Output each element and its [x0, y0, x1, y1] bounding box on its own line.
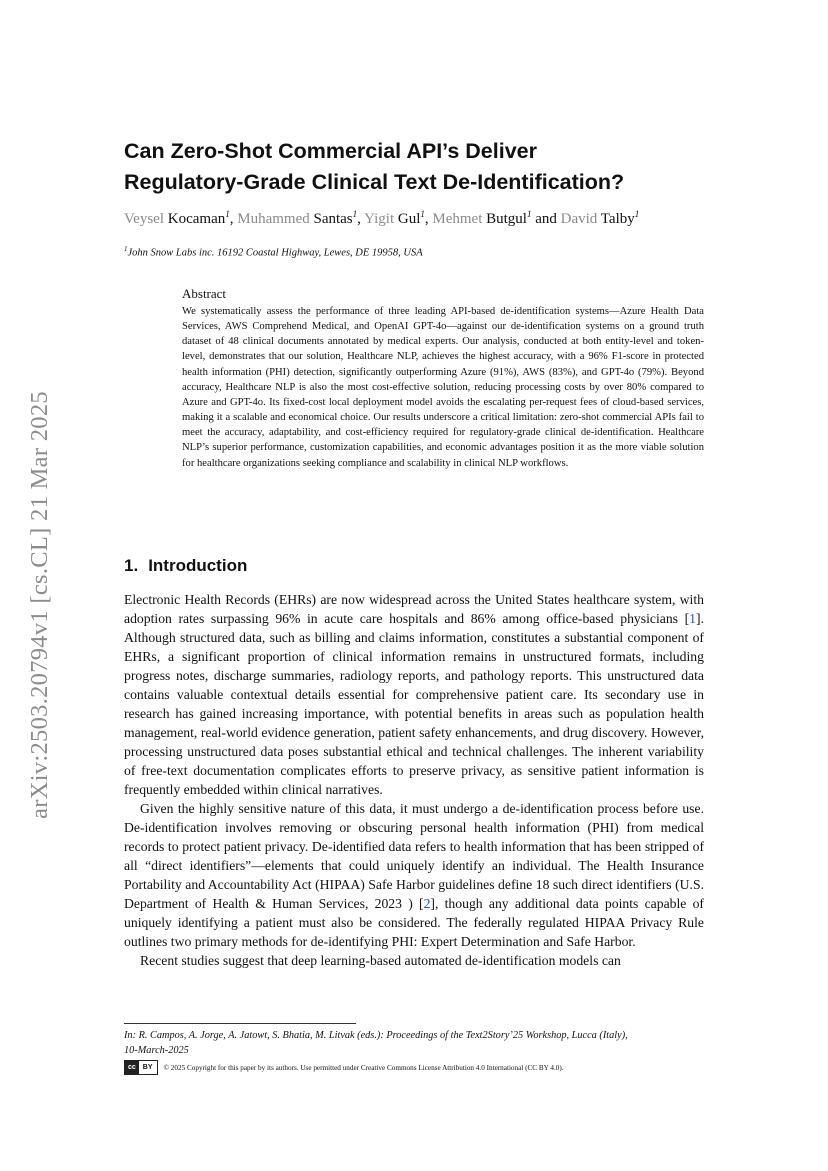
arxiv-identifier-text: arXiv:2503.20794v1 [cs.CL] 21 Mar 2025 [26, 391, 53, 819]
paragraph-text: Electronic Health Records (EHRs) are now widespread across the United States healthcare system, with adoption rates surpassing 96% in acute care hospitals and 86% among office-based physicians [ [124, 592, 704, 626]
author-3 [364, 211, 432, 227]
paragraph-text: Recent studies suggest that deep learning-based automated de-identification models can [140, 953, 621, 968]
arxiv-identifier [22, 360, 58, 850]
paragraph [124, 799, 704, 951]
title-line-2: Regulatory-Grade Clinical Text De-Identification? [124, 170, 625, 194]
author-given-name: David [560, 211, 598, 227]
affiliation-mark: 1 [225, 209, 230, 219]
affiliation-mark: 1 [420, 209, 425, 219]
paragraph [124, 951, 704, 970]
title-line-1: Can Zero-Shot Commercial API’s Deliver [124, 139, 537, 163]
paragraph-text: ], though any additional data points capable of uniquely identifying a patient must also be considered. The federally regulated HIPAA Privacy Rule outlines two primary methods for de-identifying PHI: Expert Determination and Safe Harbor. [124, 896, 704, 949]
affiliation-text: John Snow Labs inc. 16192 Coastal Highway, Lewes, DE 19958, USA [127, 247, 423, 259]
author-1 [124, 211, 237, 227]
paper-title [124, 136, 744, 198]
author-separator: , [424, 211, 433, 227]
author-given-name: Muhammed [237, 211, 310, 227]
section-title: Introduction [148, 556, 248, 575]
affiliation-mark: 1 [124, 245, 128, 253]
abstract-heading: Abstract [182, 286, 227, 301]
author-family-name: Santas [313, 211, 353, 227]
section-heading [124, 556, 247, 576]
paragraph [124, 590, 704, 799]
author-list [124, 209, 764, 228]
by-badge-label: BY [142, 1064, 153, 1071]
author-family-name: Gul [397, 211, 421, 227]
author-given-name: Mehmet [432, 211, 483, 227]
citation-link[interactable]: 2 [423, 896, 431, 911]
abstract [182, 286, 704, 471]
license-text: © 2025 Copyright for this paper by its authors. Use permitted under Creative Commons License Attribution 4.0 International (CC BY 4.0). [163, 1063, 564, 1072]
proceedings-footnote [124, 1028, 714, 1058]
affiliation-mark: 1 [352, 209, 358, 219]
paragraph-text: Given the highly sensitive nature of this data, it must undergo a de-identification process before use. De-identification involves removing or obscuring personal health information (PHI) from medical records to protect patient privacy. De-identified data refers to health information that has been stripped of all “direct identifiers”—elements that could uniquely identify an individual. The Health Insurance Portability and Accountability Act (HIPAA) Safe Harbor guidelines define 18 such direct identifiers (U.S. Department of Health & Human Services, 2023 ) [ [124, 801, 704, 911]
author-4 [432, 211, 560, 227]
paragraph-text: ]. Although structured data, such as billing and claims information, constitutes a substantial component of EHRs, a significant proportion of clinical information remains in unstructured formats, including progress notes, discharge summaries, radiology reports, and pathology reports. This unstructured data contains valuable contextual details essential for comprehensive patient care. Its secondary use in research has gained increasing importance, with potential benefits in areas such as population health management, real-world evidence generation, patient safety enhancements, and drug discovery. However, processing unstructured data poses substantial ethical and technical challenges. The inherent variability of free-text documentation complicates efforts to preserve privacy, as sensitive patient information is frequently embedded within clinical narratives. [124, 611, 704, 797]
affiliation-mark: 1 [634, 209, 640, 219]
author-given-name: Yigit [364, 211, 395, 227]
footnote-divider [124, 1023, 356, 1024]
abstract-text: We systematically assess the performance of three leading API-based de-identification systems—Azure Health Data Services, AWS Comprehend Medical, and OpenAI GPT-4o—against our de-identification systems on a ground truth dataset of 48 clinical documents annotated by medical experts. Our analysis, conducted at both entity-level and token-level, demonstrates that our solution, Healthcare NLP, achieves the highest accuracy, with a 96% F1-score in protected health information (PHI) detection, significantly outperforming Azure (91%), AWS (83%), and GPT-4o (79%). Beyond accuracy, Healthcare NLP is also the most cost-effective solution, reducing processing costs by over 80% compared to Azure and GPT-4o. Its fixed-cost local deployment model avoids the escalating per-request fees of cloud-based services, making it a scalable and economical choice. Our results underscore a critical limitation: zero-shot commercial APIs fail to meet the accuracy, adaptability, and cost-efficiency required for regulatory-grade clinical de-identification. Healthcare NLP’s superior performance, customization capabilities, and economic advantages position it as the more viable solution for healthcare organizations seeking compliance and scalability in clinical NLP workflows. [182, 306, 704, 469]
cc-by-license-icon [124, 1060, 158, 1075]
author-separator: , [229, 211, 238, 227]
author-separator: and [531, 211, 561, 227]
author-family-name: Talby [600, 211, 635, 227]
author-given-name: Veysel [124, 211, 164, 227]
citation-link[interactable]: 1 [689, 611, 697, 626]
license-notice [124, 1060, 724, 1075]
section-number: 1. [124, 556, 139, 575]
author-separator: , [357, 211, 365, 227]
footnote-line-2: 10-March-2025 [124, 1045, 189, 1056]
author-family-name: Kocaman [167, 211, 226, 227]
introduction-body [124, 590, 704, 970]
author-5 [561, 211, 640, 227]
cc-badge-label: cc [125, 1061, 139, 1074]
author-2 [237, 211, 364, 227]
affiliation [124, 245, 724, 259]
affiliation-mark: 1 [526, 209, 532, 219]
author-family-name: Butgul [486, 211, 527, 227]
footnote-line-1: In: R. Campos, A. Jorge, A. Jatowt, S. Bhatia, M. Litvak (eds.): Proceedings of the Text2Story’25 Workshop, Lucca (Italy), [124, 1030, 628, 1041]
